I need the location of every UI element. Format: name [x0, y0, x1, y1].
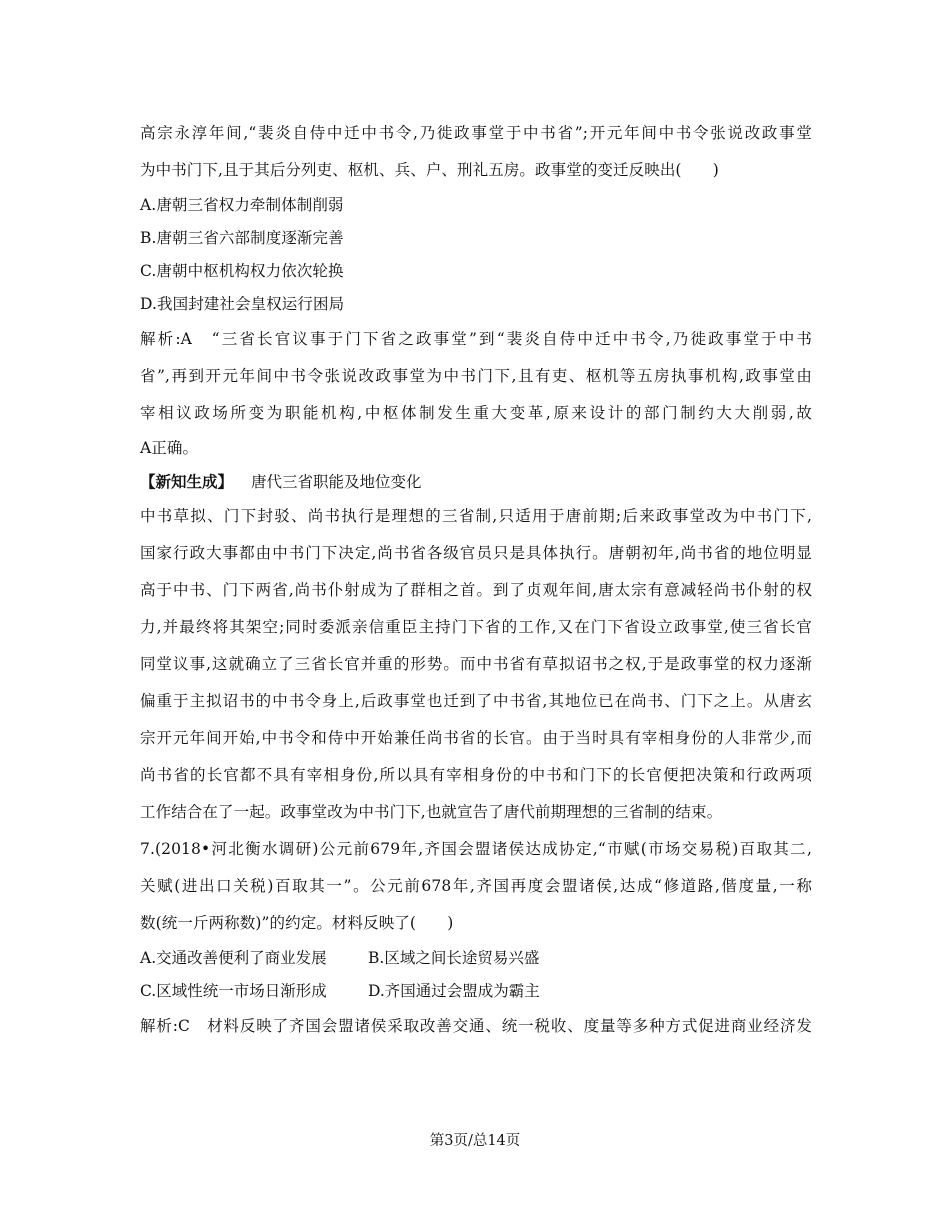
question-6-analysis-line-3: 宰相议政场所变为职能机构,中枢体制发生重大变革,原来设计的部门制约大大削弱,故 — [140, 404, 812, 422]
page-footer: 第3页/总14页 — [429, 1133, 521, 1149]
knowledge-line-5: 同堂议事,这就确立了三省长官并重的形势。而中书省有草拟诏书之权,于是政事堂的权力逐渐 — [140, 655, 812, 673]
question-6-analysis-line-2: 省”,再到开元年间中书令张说改政事堂为中书门下,且有吏、枢机等五房执事机构,政事堂由 — [140, 367, 812, 385]
knowledge-heading — [140, 465, 812, 498]
question-7-stem-line-1: 7.(2018•河北衡水调研)公元前679年,齐国会盟诸侯达成协定,“市赋(市场交易税)百取其二, — [140, 840, 812, 858]
knowledge-line-9: 工作结合在了一起。政事堂改为中书门下,也就宣告了唐代前期理想的三省制的结束。 — [140, 803, 723, 821]
knowledge-line-3: 高于中书、门下两省,尚书仆射成为了群相之首。到了贞观年间,唐太宗有意减轻尚书仆射的权 — [140, 581, 812, 599]
question-7-option-d: D.齐国通过会盟成为霸主 — [368, 982, 540, 1000]
knowledge-heading-subtitle: 唐代三省职能及地位变化 — [251, 473, 422, 491]
question-7-option-a: A.交通改善便利了商业发展 — [140, 949, 327, 967]
question-6-option-a: A.唐朝三省权力牵制体制削弱 — [140, 196, 344, 214]
question-6-stem-line-2: 为中书门下,且于其后分列吏、枢机、兵、户、刑礼五房。政事堂的变迁反映出( ) — [140, 161, 719, 179]
question-7-option-c: C.区域性统一市场日渐形成 — [140, 982, 327, 1000]
question-7-options-row-1 — [140, 942, 812, 975]
question-7-stem-line-3: 数(统一斤两称数)”的约定。材料反映了( ) — [140, 914, 454, 932]
knowledge-line-4: 力,并最终将其架空;同时委派亲信重臣主持门下省的工作,又在门下省设立政事堂,使三省长官 — [140, 618, 812, 636]
document-body — [140, 115, 812, 1045]
question-7-analysis-line-1: 解析:C 材料反映了齐国会盟诸侯采取改善交通、统一税收、度量等多种方式促进商业经济发 — [140, 1017, 812, 1035]
knowledge-heading-title: 【新知生成】 — [140, 472, 234, 491]
question-6-option-d: D.我国封建社会皇权运行困局 — [140, 295, 345, 313]
knowledge-line-7: 宗开元年间开始,中书令和侍中开始兼任尚书省的长官。由于当时具有宰相身份的人非常少,而 — [140, 729, 812, 747]
knowledge-line-6: 偏重于主拟诏书的中书令身上,后政事堂也迁到了中书省,其地位已在尚书、门下之上。从唐玄 — [140, 692, 812, 710]
knowledge-line-1: 中书草拟、门下封驳、尚书执行是理想的三省制,只适用于唐前期;后来政事堂改为中书门下, — [140, 507, 812, 525]
question-6-analysis-line-4: A正确。 — [140, 439, 199, 457]
knowledge-line-2: 国家行政大事都由中书门下决定,尚书省各级官员只是具体执行。唐朝初年,尚书省的地位明显 — [140, 544, 812, 562]
question-7-option-b: B.区域之间长途贸易兴盛 — [368, 949, 540, 967]
question-7-stem-line-2: 关赋(进出口关税)百取其一”。公元前678年,齐国再度会盟诸侯,达成“修道路,偕度量,一称 — [140, 877, 812, 895]
knowledge-line-8: 尚书省的长官都不具有宰相身份,所以具有宰相身份的中书和门下的长官便把决策和行政两项 — [140, 766, 812, 784]
question-7-options-row-2 — [140, 975, 812, 1008]
question-6-option-b: B.唐朝三省六部制度逐渐完善 — [140, 229, 344, 247]
question-6-analysis-line-1: 解析:A “三省长官议事于门下省之政事堂”到“裴炎自侍中迁中书令,乃徙政事堂于中书 — [140, 330, 812, 348]
question-6-option-c: C.唐朝中枢机构权力依次轮换 — [140, 262, 344, 280]
question-6-stem-line-1: 高宗永淳年间,“裴炎自侍中迁中书令,乃徙政事堂于中书省”;开元年间中书令张说改政事堂 — [140, 124, 812, 142]
